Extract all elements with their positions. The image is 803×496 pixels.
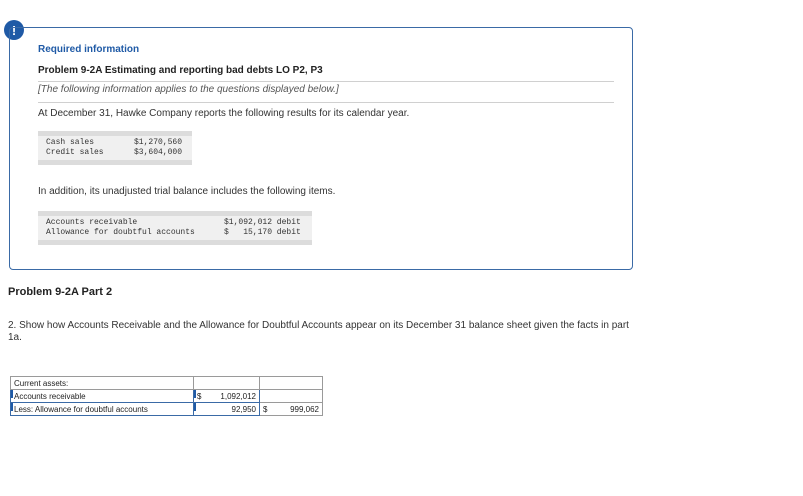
table-row [11,403,323,416]
net-value: 999,062 [290,404,319,414]
part-title: Problem 9-2A Part 2 [8,286,113,298]
problem-title: Problem 9-2A Estimating and reporting bad debts LO P2, P3 [38,65,323,76]
sales-table [38,131,192,165]
table-row [11,377,323,390]
sales-label: Credit sales [46,148,104,157]
accounts-receivable-amount-input[interactable] [194,390,260,403]
table-row [11,390,323,403]
divider [38,81,614,82]
trial-balance-table [38,211,312,245]
sales-value: $3,604,000 [134,148,183,157]
balance-sheet-answer-table [10,376,323,416]
amount-value: 1,092,012 [220,391,256,401]
trial-balance-label: Allowance for doubtful accounts [46,228,195,237]
info-note: [The following information applies to the questions displayed below.] [38,84,339,95]
empty-cell [260,390,323,403]
sales-value: $1,270,560 [134,138,183,147]
sales-row [46,138,184,148]
trial-balance-value: $ 15,170 debit [224,228,301,237]
allowance-label-input[interactable]: Less: Allowance for doubtful accounts [11,403,194,416]
empty-cell [260,377,323,390]
required-info-panel [9,27,633,270]
empty-cell [194,377,260,390]
currency-symbol: $ [197,391,202,401]
question-text: 2. Show how Accounts Receivable and the Allowance for Doubtful Accounts appear on its December 31 balance sheet given the facts in part 1a. [8,320,629,343]
trial-balance-value: $1,092,012 debit [224,218,301,227]
accounts-receivable-input[interactable]: Accounts receivable [11,390,194,403]
intro-text: At December 31, Hawke Company reports the following results for its calendar year. [38,108,410,119]
allowance-amount-input[interactable]: 92,950 [194,403,260,416]
addition-text: In addition, its unadjusted trial balance includes the following items. [38,186,336,197]
net-receivable-input[interactable] [260,403,323,416]
currency-symbol: $ [263,404,268,414]
divider [38,102,614,103]
alert-icon: ! [4,20,24,40]
current-assets-label: Current assets: [11,377,194,390]
sales-row [46,148,184,158]
required-info-heading: Required information [38,44,140,55]
trial-balance-row [46,218,304,228]
trial-balance-row [46,228,304,238]
trial-balance-label: Accounts receivable [46,218,138,227]
sales-label: Cash sales [46,138,95,147]
